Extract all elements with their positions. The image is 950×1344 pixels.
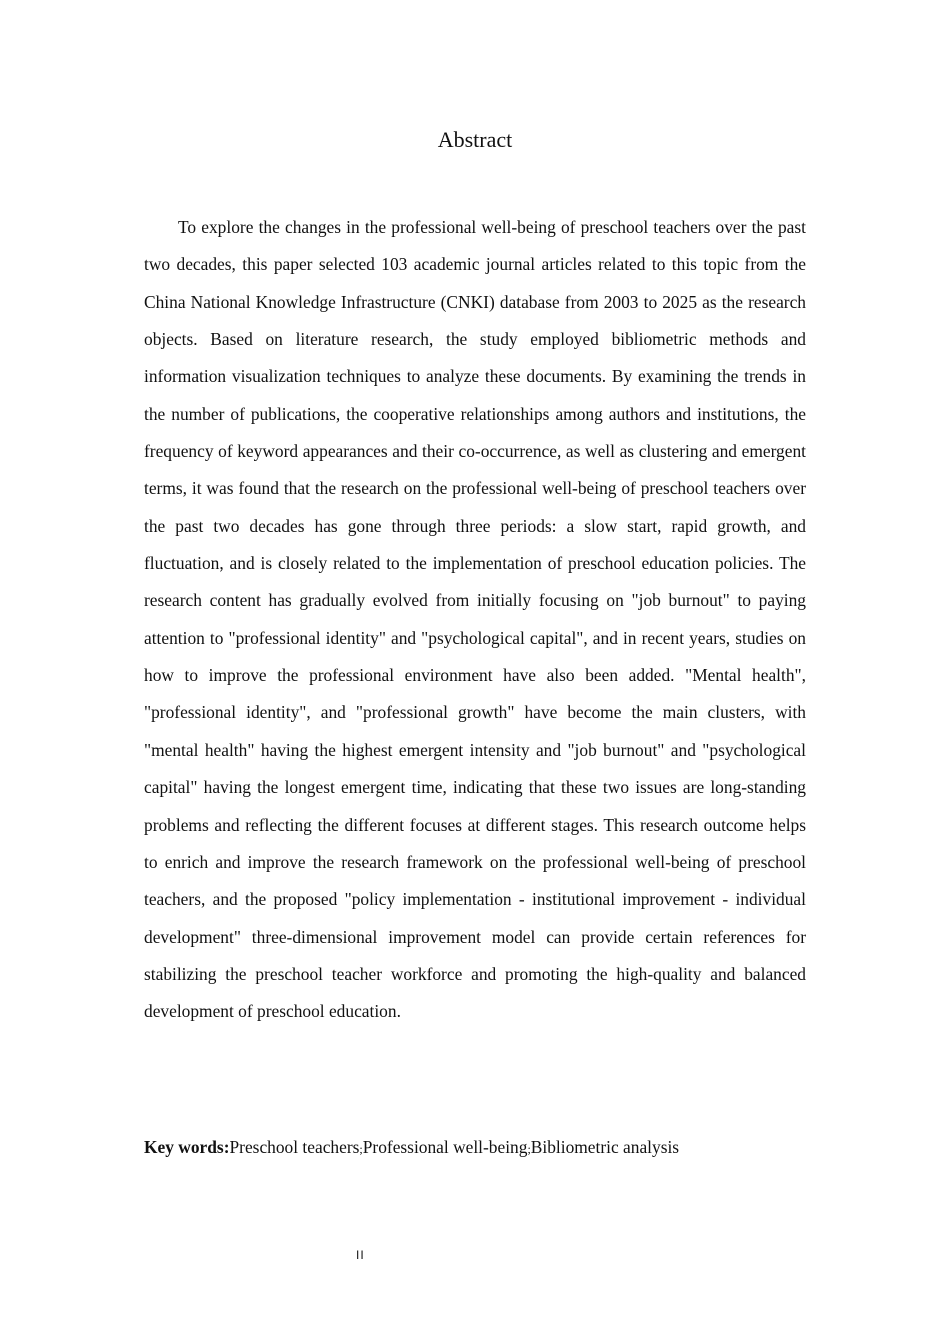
keywords-label: Key words:	[144, 1137, 230, 1157]
keyword-separator: ;	[527, 1142, 531, 1156]
keyword-item: Professional well-being	[362, 1137, 528, 1157]
keyword-separator: ;	[359, 1142, 363, 1156]
keyword-item: Bibliometric analysis	[530, 1137, 680, 1157]
abstract-paragraph: To explore the changes in the professional well-being of preschool teachers over the past two decades, this paper selected 103 academic journal articles related to this topic from the China National Knowledge Infrastructure (CNKI) database from 2003 to 2025 as the research objects. Based on literature research, the study employed bibliometric methods and information visualization techniques to analyze these documents. By examining the trends in the number of publications, the cooperative relationships among authors and institutions, the frequency of keyword appearances and their co-occurrence, as well as clustering and emergent terms, it was found that the research on the professional well-being of preschool teachers over the past two decades has gone through three periods: a slow start, rapid growth, and fluctuation, and is closely related to the implementation of preschool education policies. The research content has gradually evolved from initially focusing on "job burnout" to paying attention to "professional identity" and "psychological capital", and in recent years, studies on how to improve the professional environment have also been added. "Mental health", "professional identity", and "professional growth" have become the main clusters, with "mental health" having the highest emergent intensity and "job burnout" and "psychological capital" having the longest emergent time, indicating that these two issues are long-standing problems and reflecting the different focuses at different stages. This research outcome helps to enrich and improve the research framework on the professional well-being of preschool teachers, and the proposed "policy implementation - institutional improvement - individual development" three-dimensional improvement model can provide certain references for stabilizing the preschool teacher workforce and promoting the high-quality and balanced development of preschool education.	[144, 217, 806, 1022]
page-title: Abstract	[437, 127, 513, 152]
keywords-line	[144, 1133, 806, 1163]
page-number: II	[356, 1248, 365, 1262]
keyword-item: Preschool teachers	[229, 1137, 360, 1157]
